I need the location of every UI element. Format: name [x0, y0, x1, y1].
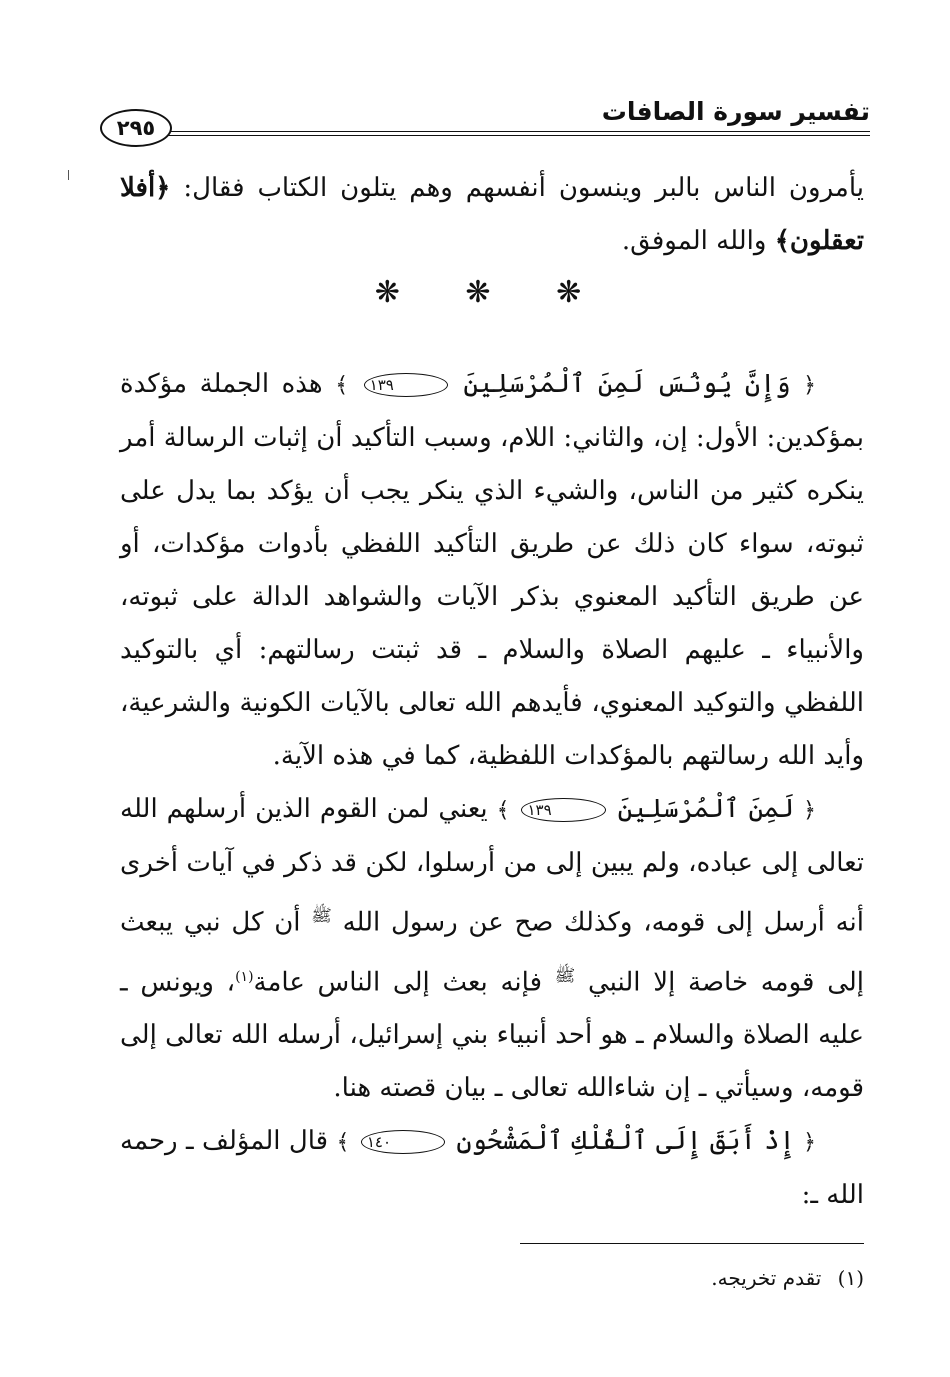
paragraph-text: قال المؤلف ـ رحمه الله ـ:: [120, 1126, 864, 1211]
ornate-bracket-open: ﴿: [803, 1130, 817, 1156]
quran-verse: إِذْ أَبَقَ إِلَى ٱلْفُلْكِ ٱلْمَشْحُونِ: [456, 1126, 795, 1157]
quran-verse: لَمِنَ ٱلْمُرْسَلِينَ: [617, 794, 795, 824]
ayah-number-marker: ١٣٩: [364, 373, 448, 397]
footnote-divider: [520, 1243, 864, 1244]
ornate-bracket-close: ﴾: [335, 373, 349, 398]
running-header: [100, 96, 870, 142]
paragraph-text: يأمرون الناس بالبر وينسون أنفسهم وهم يتلون الكتاب فقال:: [183, 173, 865, 203]
paragraph-text: أن كل نبي يبعث إلى قومه خاصة إلا النبي: [120, 907, 865, 998]
header-title: تفسير سورة الصافات: [601, 97, 870, 126]
ornate-bracket-close: ﴾: [336, 1130, 350, 1156]
quran-verse: وَإِنَّ يُونُسَ لَمِنَ ٱلْمُرْسَلِينَ: [463, 369, 791, 399]
salawat-glyph: ﷺ: [554, 965, 576, 986]
footnote-number: (١): [837, 1266, 864, 1290]
ornate-bracket-open: ﴿: [803, 373, 817, 398]
paragraph-2: [120, 358, 864, 783]
paragraph-text: هذه الجملة مؤكدة بمؤكدين: الأول: إن، والثاني: اللام، وسبب التأكيد أن إثبات الرسالة أمر ينكره كثير من الناس، والشيء الذي ينكر يجب أن يؤكد بما يدل على ثبوته، سواء كان ذلك عن طريق التأكيد اللفظي بأدوات مؤكدات، أو عن طريق التأكيد المعنوي بذكر الآيات والشواهد الدالة على ثبوته، والأنبياء ـ عليهم الصلاة والسلام ـ قد ثبتت رسالتهم: أي بالتوكيد اللفظي والتوكيد المعنوي، فأيدهم الله تعالى بالآيات الكونية والشرعية، وأيد الله رسالتهم بالمؤكدات اللفظية، كما في هذه الآية.: [120, 369, 864, 771]
ayah-number-marker: ١٤٠: [361, 1130, 445, 1154]
footnote-text: تقدم تخريجه.: [711, 1266, 822, 1290]
footnote-reference[interactable]: (١): [235, 968, 254, 985]
header-rule: [166, 131, 870, 132]
footnote: [711, 1263, 864, 1293]
section-separator: ❋ ❋ ❋: [374, 275, 610, 310]
page-body: [120, 162, 864, 1222]
paragraph-4: [120, 1115, 864, 1222]
paragraph-3: [120, 783, 864, 1115]
page-number-badge: ٢٩٥: [100, 109, 172, 147]
header-rule-thin: [166, 135, 870, 136]
paragraph-text: ، ويونس ـ عليه الصلاة والسلام ـ هو أحد أنبياء بني إسرائيل، أرسله الله تعالى إلى قومه، وسيأتي ـ إن شاءالله تعالى ـ بيان قصته هنا.: [120, 967, 864, 1104]
salawat-glyph: ﷺ: [311, 906, 332, 926]
paragraph-text: فإنه بعث إلى الناس عامة: [253, 967, 555, 998]
ornate-bracket-open: ﴿: [803, 798, 817, 823]
paragraph-1: [120, 162, 864, 268]
ornate-bracket-close: ﴾: [496, 798, 510, 823]
ayah-number-marker: ١٣٩: [521, 798, 605, 822]
paragraph-text: والله الموفق.: [621, 226, 775, 256]
margin-mark: [68, 170, 73, 180]
paragraph-text: يعني لمن القوم الذين أرسلهم الله تعالى إلى عباده، ولم يبين إلى من أرسلوا، لكن قد ذكر في آيات أخرى أنه أرسل إلى قومه، وكذلك صح عن رسول الله: [120, 794, 865, 938]
quoted-verse: ﴿أفلا تعقلون﴾: [120, 173, 864, 256]
